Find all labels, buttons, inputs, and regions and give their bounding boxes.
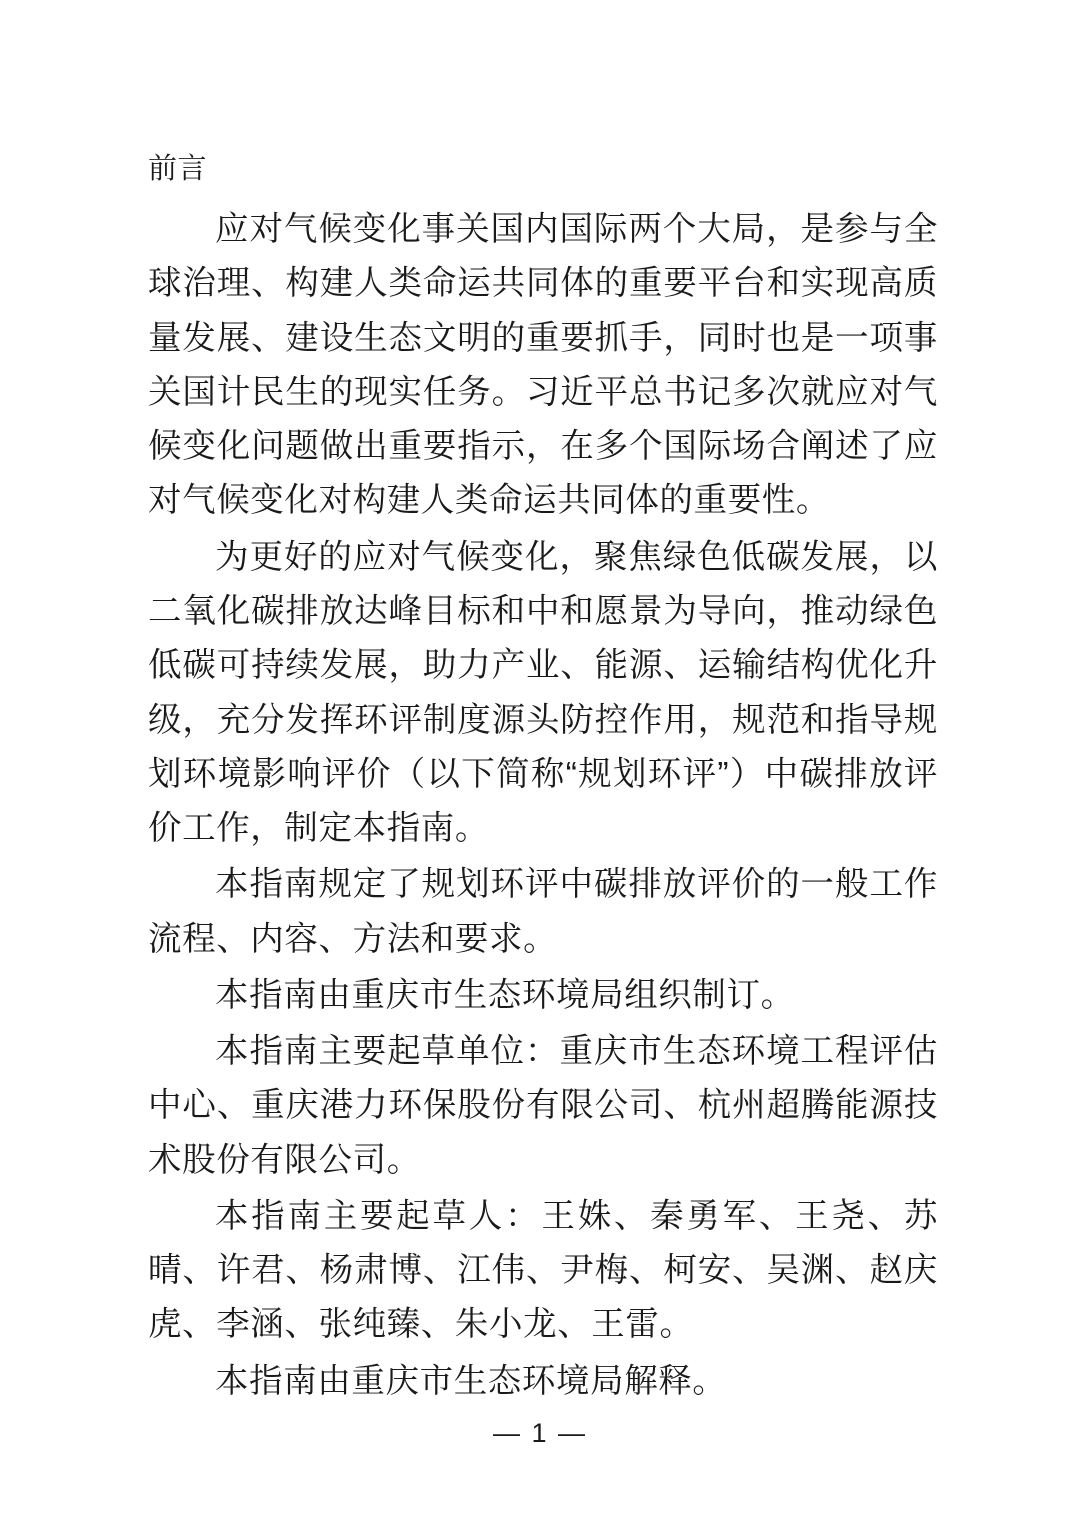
page-number: — 1 — [492,1418,588,1448]
paragraph-7: 本指南由重庆市生态环境局解释。 [215,1362,727,1400]
paragraph-6: 本指南主要起草人：王姝、秦勇军、王尧、苏晴、许君、杨肃博、江伟、尹梅、柯安、吴渊、赵庆虎、李涵、张纯臻、朱小龙、王雷。 [148,1197,938,1344]
paragraph-2: 为更好的应对气候变化，聚焦绿色低碳发展，以二氧化碳排放达峰目标和中和愿景为导向，推动绿色低碳可持续发展，助力产业、能源、运输结构优化升级，充分发挥环评制度源头防控作用，规范和指导规划环境影响评价（以下简称“规划环评”）中碳排放评价工作，制定本指南。 [148,538,938,848]
paragraph-5: 本指南主要起草单位：重庆市生态环境工程评估中心、重庆港力环保股份有限公司、杭州超腾能源技术股份有限公司。 [148,1033,938,1179]
section-heading: 前言 [148,153,208,185]
paragraph-4: 本指南由重庆市生态环境局组织制订。 [215,976,795,1014]
paragraph-3: 本指南规定了规划环评中碳排放评价的一般工作流程、内容、方法和要求。 [148,866,938,958]
paragraph-1: 应对气候变化事关国内国际两个大局，是参与全球治理、构建人类命运共同体的重要平台和实现高质量发展、建设生态文明的重要抓手，同时也是一项事关国计民生的现实任务。习近平总书记多次就应对气候变化问题做出重要指示，在多个国际场合阐述了应对气候变化对构建人类命运共同体的重要性。 [148,211,938,520]
document-body [148,150,938,1409]
